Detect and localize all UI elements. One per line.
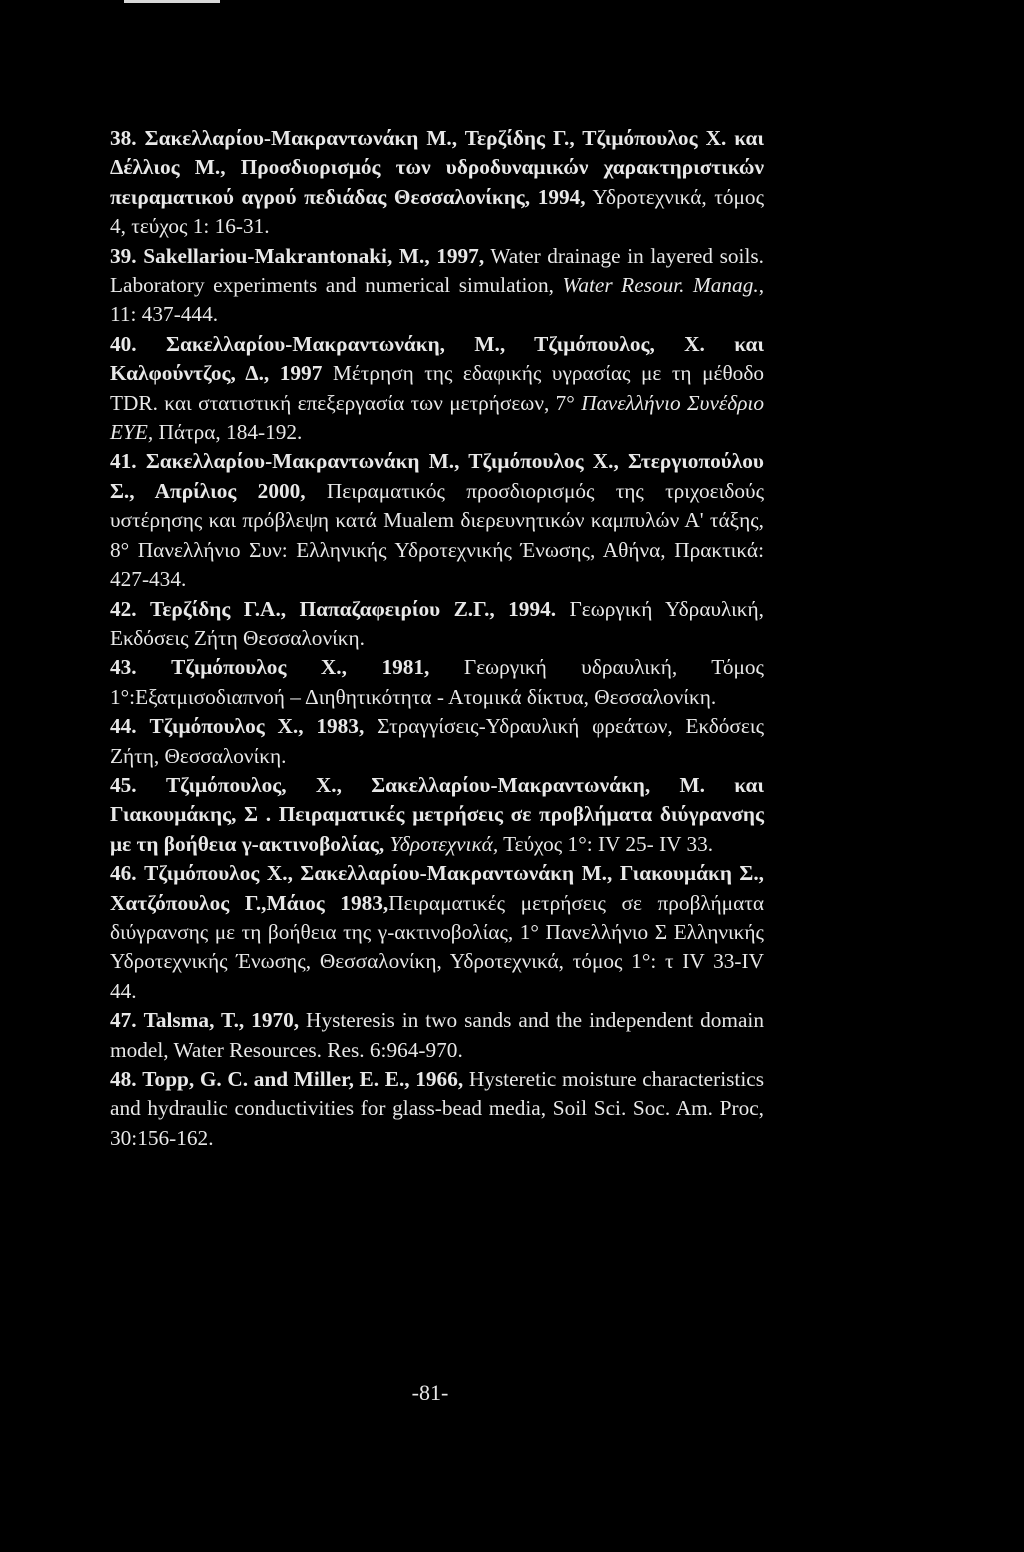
reference-item — [110, 1065, 764, 1153]
ref-text: Σακελλαρίου-Μακραντωνάκη Μ., Τζιμόπουλος Χ., Στεργιοπούλου Σ., Απρίλιος 2000, — [110, 449, 764, 503]
reference-item — [110, 712, 764, 771]
ref-text: Υδροτεχνικά, τόμος 4, τεύχος 1: 16-31. — [110, 184, 765, 239]
ref-text: Πειραματικός προσδιορισμός της τριχοειδούς υστέρησης και πρόβλεψη κατά Mualem διερευνητικών καμπυλών Α' τάξης, 8° Πανελλήνιο Συν: Ελληνικής Υδροτεχνικής Ένωσης, Αθήνα, Πρακτικά: 427-434. — [110, 478, 764, 592]
ref-number: 47. — [110, 1008, 137, 1033]
reference-item — [110, 859, 764, 1006]
ref-text: Τζιμόπουλος Χ., 1981, — [171, 655, 430, 680]
ref-number: 42. — [110, 596, 137, 621]
ref-text: Μέτρηση της εδαφικής υγρασίας με τη μέθοδο TDR. και στατιστική επεξεργασία των μετρήσεων, 7° — [110, 361, 765, 415]
reference-item — [110, 1006, 764, 1065]
ref-number: 48. — [110, 1067, 137, 1091]
ref-number: 43. — [110, 655, 137, 680]
ref-number: 40. — [110, 331, 137, 356]
reference-item — [110, 242, 764, 330]
ref-text: Γεωργική υδραυλική, Τόμος 1°:Εξατμισοδιαπνοή – Διηθητικότητα - Ατομικά δίκτυα, Θεσσαλονίκη. — [110, 655, 764, 709]
top-scan-mark — [124, 0, 220, 3]
ref-number: 46. — [110, 861, 137, 886]
ref-journal: Πανελλήνιο Συνέδριο ΕΥΕ, — [110, 390, 764, 445]
ref-text: Γεωργική Υδραυλική, Εκδόσεις Ζήτη Θεσσαλονίκη. — [110, 596, 765, 650]
reference-item — [110, 447, 764, 594]
ref-text: Hysteretic moisture characteristics and hydraulic conductivities for glass-bead media, Soil Sci. Soc. Am. Proc, 30:156-162. — [110, 1067, 765, 1150]
ref-number: 45. — [110, 772, 137, 797]
ref-text: , 11: 437-444. — [110, 273, 765, 327]
ref-text: Πάτρα, 184-192. — [153, 420, 303, 445]
reference-item — [110, 124, 764, 242]
ref-journal: Υδροτεχνικά, — [389, 831, 499, 856]
ref-text: Τζιμόπουλος, Χ., Σακελλαρίου-Μακραντωνάκη, Μ. και Γιακουμάκης, Σ . Πειραματικές μετρήσεις σε προβλήματα διύγρανσης με τη βοήθεια γ-ακτινοβολίας, — [110, 772, 764, 856]
ref-text: Sakellariou-Makrantonaki, M., 1997, — [143, 243, 485, 268]
ref-text: Talsma, T., 1970, — [143, 1008, 300, 1033]
ref-text: Τεύχος 1°: IV 25- IV 33. — [498, 831, 714, 856]
ref-number: 38. — [110, 126, 137, 150]
reference-item — [110, 330, 764, 448]
page-number: -81- — [411, 1380, 449, 1405]
ref-text: Σακελλαρίου-Μακραντωνάκη, Μ., Τζιμόπουλος, Χ. και Καλφούντζος, Δ., 1997 — [110, 331, 764, 386]
ref-text: Topp, G. C. and Miller, E. E., 1966, — [142, 1067, 464, 1091]
ref-journal: Water Resour. Manag. — [562, 273, 759, 298]
reference-item — [110, 771, 764, 859]
ref-number: 44. — [110, 714, 137, 739]
reference-item — [110, 653, 764, 712]
ref-text: Στραγγίσεις-Υδραυλική φρεάτων, Εκδόσεις Ζήτη, Θεσσαλονίκη. — [110, 714, 765, 768]
ref-number: 41. — [110, 449, 137, 474]
ref-text: Hysteresis in two sands and the independent domain model, Water Resources. Res. 6:964-970. — [110, 1008, 764, 1062]
ref-text: Τζιμόπουλος Χ., 1983, — [149, 714, 365, 739]
ref-text: Τερζίδης Γ.Α., Παπαζαφειρίου Ζ.Γ., 1994. — [150, 596, 557, 621]
ref-text: Πειραματικές μετρήσεις σε προβλήματα διύγρανσης με τη βοήθεια της γ-ακτινοβολίας, 1° Πανελλήνιο Σ Ελληνικής Υδροτεχνικής Ένωσης, Θεσσαλονίκη, Υδροτεχνικά, τόμος 1°: τ IV 33-IV 44. — [110, 890, 764, 1003]
ref-text: Τζιμόπουλος Χ., Σακελλαρίου-Μακραντωνάκη Μ., Γιακουμάκη Σ., Χατζόπουλος Γ.,Μάιος 1983, — [110, 861, 764, 915]
ref-text: Water drainage in layered soils. Laboratory experiments and numerical simulation, — [110, 243, 764, 298]
ref-number: 39. — [110, 243, 137, 268]
ref-text: Σακελλαρίου-Μακραντωνάκη Μ., Τερζίδης Γ., Τζιμόπουλος Χ. και Δέλλιος Μ., Προσδιορισμός των υδροδυναμικών χαρακτηριστικών πειραματικού αγρού πεδιάδας Θεσσαλονίκης, 1994, — [110, 126, 764, 209]
reference-item — [110, 595, 764, 654]
reference-list — [110, 124, 764, 1153]
